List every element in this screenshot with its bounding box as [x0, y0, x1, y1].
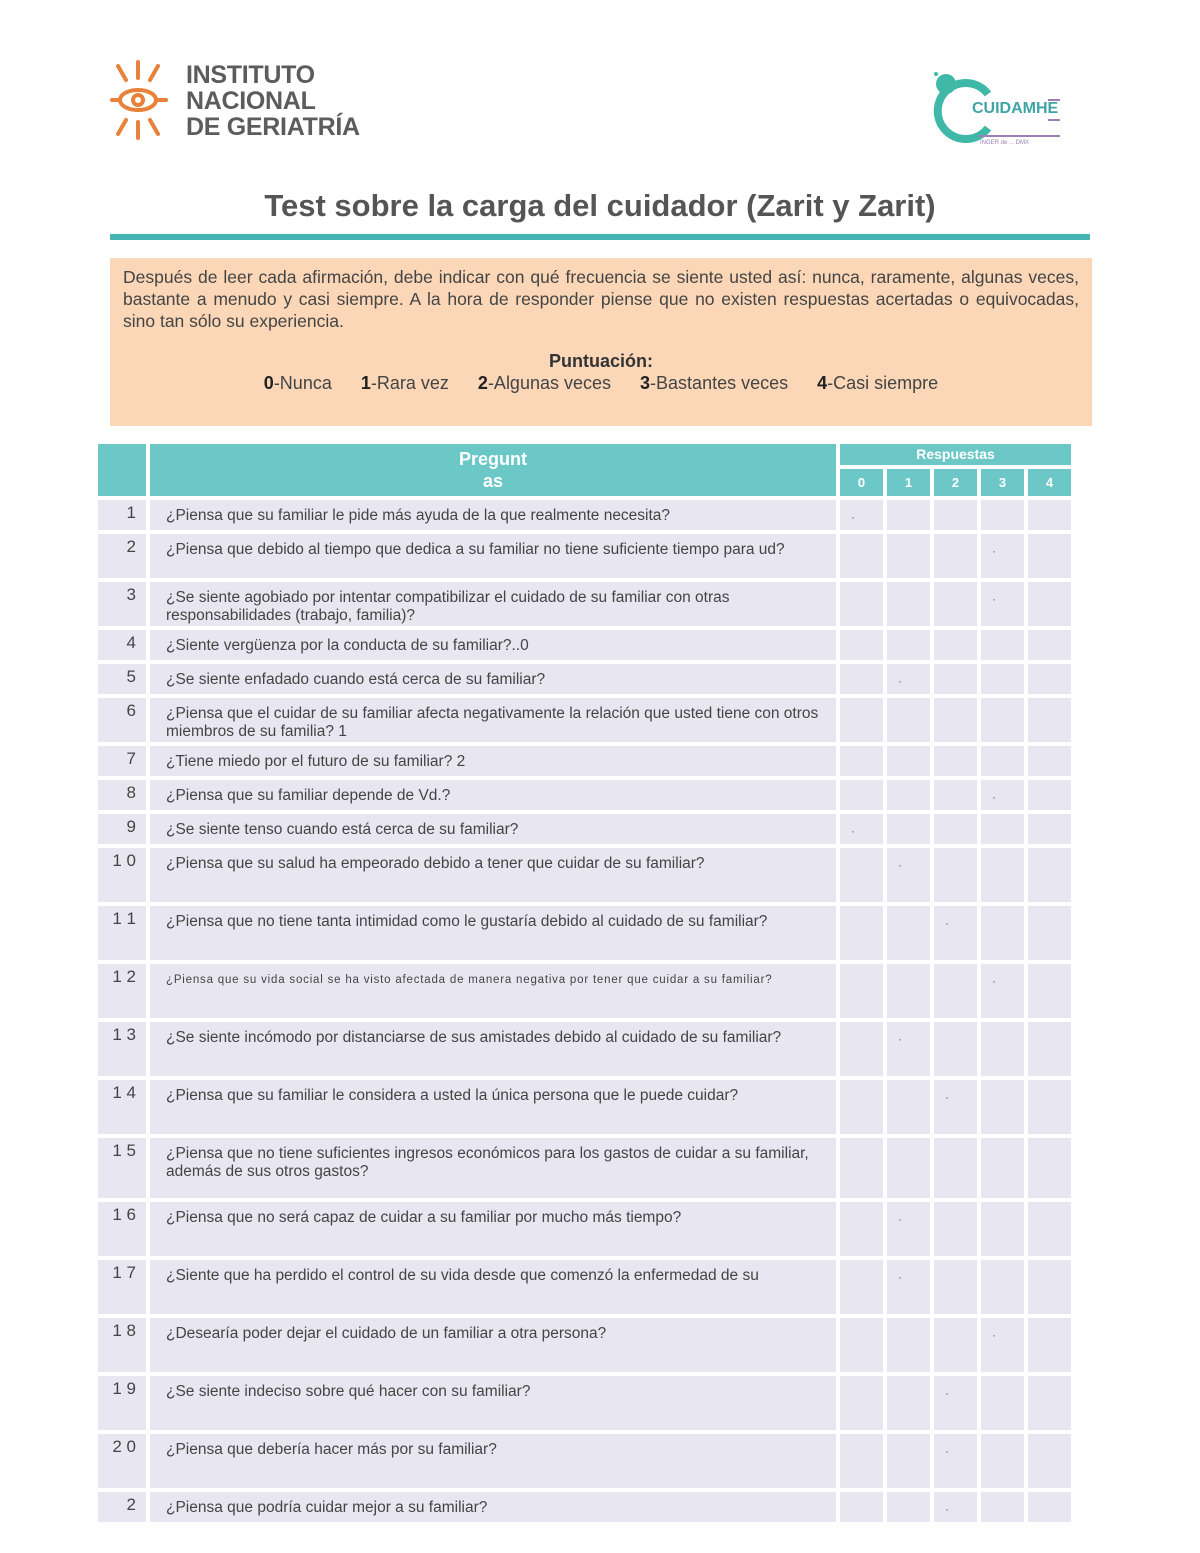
scale-item: 3-Bastantes veces: [640, 373, 789, 393]
answer-cell-1[interactable]: [887, 630, 930, 660]
answer-cell-3[interactable]: [981, 630, 1024, 660]
answer-cell-0[interactable]: [840, 1022, 883, 1076]
answer-cell-2[interactable]: [934, 1080, 977, 1134]
table-row: [98, 964, 1071, 1018]
response-column-header: 3: [981, 469, 1024, 496]
answer-cell-4[interactable]: [1028, 848, 1071, 902]
scale-item: 0-Nunca: [263, 373, 332, 393]
answer-mark: ·: [898, 1032, 902, 1046]
instructions-box: [110, 258, 1092, 426]
question-number: 4: [98, 630, 146, 660]
answer-cell-3[interactable]: [981, 582, 1024, 626]
table-row: [98, 1022, 1071, 1076]
answer-cell-1[interactable]: [887, 664, 930, 694]
answer-cell-0[interactable]: [840, 1318, 883, 1372]
answer-cell-2[interactable]: [934, 814, 977, 844]
answer-cell-4[interactable]: [1028, 1434, 1071, 1488]
answer-cell-3[interactable]: [981, 746, 1024, 776]
answer-cell-2[interactable]: [934, 848, 977, 902]
answer-cell-0[interactable]: [840, 630, 883, 660]
answer-mark: ·: [898, 1212, 902, 1226]
answer-cell-4[interactable]: [1028, 1202, 1071, 1256]
question-number: 6: [98, 698, 146, 742]
question-text: ¿Se siente indeciso sobre qué hacer con su familiar?: [150, 1376, 836, 1430]
answer-cell-1[interactable]: [887, 1202, 930, 1256]
answer-cell-3[interactable]: [981, 1260, 1024, 1314]
scale-item: 1-Rara vez: [360, 373, 449, 393]
table-row: [98, 664, 1071, 694]
answer-cell-4[interactable]: [1028, 534, 1071, 578]
answer-cell-2[interactable]: [934, 964, 977, 1018]
answer-cell-4[interactable]: [1028, 1260, 1071, 1314]
answer-cell-3[interactable]: [981, 1202, 1024, 1256]
response-column-header: 4: [1028, 469, 1071, 496]
questions-column-header: Pregunt as: [150, 444, 836, 496]
answer-cell-3[interactable]: [981, 780, 1024, 810]
question-text: ¿Piensa que no tiene suficientes ingresos económicos para los gastos de cuidar a su familiar, además de sus otros gastos?: [150, 1138, 836, 1198]
answer-cell-0[interactable]: [840, 1080, 883, 1134]
answer-cell-4[interactable]: [1028, 1022, 1071, 1076]
answer-cell-1[interactable]: [887, 1138, 930, 1198]
question-text: ¿Piensa que el cuidar de su familiar afecta negativamente la relación que usted tiene con otros miembros de su familia? 1: [150, 698, 836, 742]
answer-cell-2[interactable]: [934, 534, 977, 578]
answer-cell-4[interactable]: [1028, 1080, 1071, 1134]
table-row: [98, 1080, 1071, 1134]
table-row: [98, 630, 1071, 660]
scoring-scale: [110, 373, 1092, 394]
answer-cell-1[interactable]: [887, 500, 930, 530]
answer-cell-2[interactable]: [934, 1434, 977, 1488]
answer-cell-0[interactable]: [840, 534, 883, 578]
table-row: [98, 780, 1071, 810]
answer-cell-2[interactable]: [934, 500, 977, 530]
table-row: [98, 906, 1071, 960]
answer-cell-1[interactable]: [887, 582, 930, 626]
question-text: ¿Desearía poder dejar el cuidado de un familiar a otra persona?: [150, 1318, 836, 1372]
inger-emblem-icon: [110, 60, 180, 140]
answer-mark: ·: [945, 1444, 949, 1458]
answer-cell-3[interactable]: [981, 906, 1024, 960]
answer-cell-1[interactable]: [887, 1022, 930, 1076]
cuidamhe-logo: [928, 66, 1068, 156]
answer-cell-3[interactable]: [981, 964, 1024, 1018]
answer-cell-0[interactable]: [840, 1492, 883, 1522]
answer-cell-3[interactable]: [981, 814, 1024, 844]
answer-mark: ·: [992, 592, 996, 606]
scale-item: 2-Algunas veces: [477, 373, 612, 393]
answer-cell-4[interactable]: [1028, 906, 1071, 960]
answer-cell-1[interactable]: [887, 964, 930, 1018]
answer-cell-3[interactable]: [981, 1376, 1024, 1430]
response-column-header: 1: [887, 469, 930, 496]
answer-cell-2[interactable]: [934, 1318, 977, 1372]
question-number: 2: [98, 1492, 146, 1522]
answer-cell-2[interactable]: [934, 664, 977, 694]
question-number: 1 0: [98, 848, 146, 902]
answer-cell-3[interactable]: [981, 698, 1024, 742]
question-text: ¿Piensa que no tiene tanta intimidad como le gustaría debido al cuidado de su familiar?: [150, 906, 836, 960]
question-text: ¿Piensa que su salud ha empeorado debido a tener que cuidar de su familiar?: [150, 848, 836, 902]
answer-cell-3[interactable]: [981, 1434, 1024, 1488]
answer-cell-4[interactable]: [1028, 698, 1071, 742]
inger-logo-text: INSTITUTO NACIONAL DE GERIATRÍA: [186, 61, 360, 141]
answer-cell-4[interactable]: [1028, 500, 1071, 530]
table-row: [98, 1492, 1071, 1522]
table-row: [98, 1260, 1071, 1314]
table-row: [98, 582, 1071, 626]
answer-cell-0[interactable]: [840, 746, 883, 776]
answer-cell-0[interactable]: [840, 964, 883, 1018]
answer-cell-2[interactable]: [934, 780, 977, 810]
question-number: 1: [98, 500, 146, 530]
question-text: ¿Se siente enfadado cuando está cerca de su familiar?: [150, 664, 836, 694]
question-text: ¿Siente vergüenza por la conducta de su familiar?..0: [150, 630, 836, 660]
answer-mark: ·: [851, 824, 855, 838]
answer-cell-4[interactable]: [1028, 664, 1071, 694]
answer-cell-1[interactable]: [887, 1080, 930, 1134]
scale-item: 4-Casi siempre: [817, 373, 939, 393]
answer-cell-1[interactable]: [887, 780, 930, 810]
answer-cell-4[interactable]: [1028, 964, 1071, 1018]
answer-mark: ·: [945, 916, 949, 930]
answer-mark: ·: [992, 790, 996, 804]
answer-cell-0[interactable]: [840, 1434, 883, 1488]
answer-cell-3[interactable]: [981, 1022, 1024, 1076]
table-row: [98, 1434, 1071, 1488]
title-divider: [110, 234, 1090, 240]
answer-cell-0[interactable]: [840, 780, 883, 810]
table-row: [98, 848, 1071, 902]
answer-cell-1[interactable]: [887, 1318, 930, 1372]
answer-cell-0[interactable]: [840, 1202, 883, 1256]
answer-cell-1[interactable]: [887, 848, 930, 902]
answer-cell-3[interactable]: [981, 534, 1024, 578]
question-text: ¿Piensa que su familiar le considera a usted la única persona que le puede cuidar?: [150, 1080, 836, 1134]
answer-cell-2[interactable]: [934, 1492, 977, 1522]
question-text: ¿Piensa que su vida social se ha visto afectada de manera negativa por tener que cuidar a su familiar?: [150, 964, 836, 1018]
question-number: 2: [98, 534, 146, 578]
response-column-header: 2: [934, 469, 977, 496]
question-number: 1 9: [98, 1376, 146, 1430]
table-row: [98, 500, 1071, 530]
table-row: [98, 1318, 1071, 1372]
question-number: 1 5: [98, 1138, 146, 1198]
answer-mark: ·: [898, 1270, 902, 1284]
answer-mark: ·: [992, 974, 996, 988]
question-number: 3: [98, 582, 146, 626]
answer-cell-1[interactable]: [887, 814, 930, 844]
cuidamhe-logo-text: CUIDAMHE: [972, 100, 1059, 117]
question-text: ¿Piensa que no será capaz de cuidar a su familiar por mucho más tiempo?: [150, 1202, 836, 1256]
answer-cell-3[interactable]: [981, 848, 1024, 902]
answer-cell-2[interactable]: [934, 582, 977, 626]
question-number: 5: [98, 664, 146, 694]
inger-logo: [110, 60, 370, 142]
answer-cell-2[interactable]: [934, 1138, 977, 1198]
table-row: [98, 1202, 1071, 1256]
answer-cell-4[interactable]: [1028, 780, 1071, 810]
answer-mark: ·: [992, 1328, 996, 1342]
question-text: ¿Siente que ha perdido el control de su vida desde que comenzó la enfermedad de su: [150, 1260, 836, 1314]
answer-cell-3[interactable]: [981, 1080, 1024, 1134]
answer-cell-4[interactable]: [1028, 1318, 1071, 1372]
response-column-header: 0: [840, 469, 883, 496]
table-row: [98, 746, 1071, 776]
question-number: 9: [98, 814, 146, 844]
question-text: ¿Piensa que su familiar depende de Vd.?: [150, 780, 836, 810]
answer-cell-1[interactable]: [887, 698, 930, 742]
question-number: 1 1: [98, 906, 146, 960]
answer-mark: ·: [898, 858, 902, 872]
answer-cell-0[interactable]: [840, 848, 883, 902]
answer-cell-1[interactable]: [887, 746, 930, 776]
answer-cell-2[interactable]: [934, 630, 977, 660]
table-row: [98, 698, 1071, 742]
answer-cell-1[interactable]: [887, 1492, 930, 1522]
answer-cell-0[interactable]: [840, 1138, 883, 1198]
scoring-label: Puntuación:: [549, 351, 653, 371]
answer-mark: ·: [945, 1090, 949, 1104]
answer-cell-2[interactable]: [934, 1202, 977, 1256]
question-number: 1 3: [98, 1022, 146, 1076]
answer-cell-4[interactable]: [1028, 814, 1071, 844]
instructions-text: Después de leer cada afirmación, debe indicar con qué frecuencia se siente usted así: nunca, raramente, algunas veces, bastante a menudo y casi siempre. A la hora de responder piense que no existen respuestas acertadas o equivocadas, sino tan sólo su experiencia.: [123, 267, 1079, 331]
question-text: ¿Tiene miedo por el futuro de su familiar? 2: [150, 746, 836, 776]
question-text: ¿Se siente incómodo por distanciarse de sus amistades debido al cuidado de su familiar?: [150, 1022, 836, 1076]
questions-table: [94, 440, 1075, 1526]
answer-cell-3[interactable]: [981, 1138, 1024, 1198]
answer-mark: ·: [945, 1386, 949, 1400]
number-column-header: [98, 444, 146, 496]
question-number: 1 7: [98, 1260, 146, 1314]
answer-cell-0[interactable]: [840, 582, 883, 626]
table-row: [98, 814, 1071, 844]
answer-cell-0[interactable]: [840, 906, 883, 960]
answer-cell-0[interactable]: [840, 500, 883, 530]
answer-cell-1[interactable]: [887, 1260, 930, 1314]
answer-mark: ·: [992, 544, 996, 558]
answer-cell-1[interactable]: [887, 906, 930, 960]
answer-mark: ·: [898, 674, 902, 688]
answer-cell-0[interactable]: [840, 1376, 883, 1430]
table-row: [98, 1138, 1071, 1198]
question-number: 8: [98, 780, 146, 810]
question-text: ¿Piensa que su familiar le pide más ayuda de la que realmente necesita?: [150, 500, 836, 530]
answer-mark: ·: [851, 510, 855, 524]
question-number: 1 4: [98, 1080, 146, 1134]
answer-cell-4[interactable]: [1028, 630, 1071, 660]
answer-cell-4[interactable]: [1028, 582, 1071, 626]
page-title: Test sobre la carga del cuidador (Zarit y Zarit): [264, 188, 936, 223]
answer-cell-2[interactable]: [934, 1376, 977, 1430]
answer-cell-2[interactable]: [934, 1260, 977, 1314]
answer-cell-2[interactable]: [934, 906, 977, 960]
responses-header: Respuestas: [840, 444, 1071, 465]
answer-cell-0[interactable]: [840, 664, 883, 694]
answer-cell-2[interactable]: [934, 1022, 977, 1076]
answer-cell-0[interactable]: [840, 1260, 883, 1314]
answer-cell-2[interactable]: [934, 698, 977, 742]
question-number: 2 0: [98, 1434, 146, 1488]
question-number: 1 2: [98, 964, 146, 1018]
answer-mark: ·: [945, 1502, 949, 1516]
answer-cell-3[interactable]: [981, 664, 1024, 694]
table-row: [98, 1376, 1071, 1430]
answer-cell-3[interactable]: [981, 500, 1024, 530]
answer-cell-0[interactable]: [840, 814, 883, 844]
question-text: ¿Se siente tenso cuando está cerca de su familiar?: [150, 814, 836, 844]
answer-cell-0[interactable]: [840, 698, 883, 742]
answer-cell-3[interactable]: [981, 1318, 1024, 1372]
question-number: 1 6: [98, 1202, 146, 1256]
answer-cell-4[interactable]: [1028, 746, 1071, 776]
table-row: [98, 534, 1071, 578]
question-number: 1 8: [98, 1318, 146, 1372]
question-text: ¿Piensa que debido al tiempo que dedica a su familiar no tiene suficiente tiempo para ud?: [150, 534, 836, 578]
answer-cell-4[interactable]: [1028, 1376, 1071, 1430]
question-number: 7: [98, 746, 146, 776]
question-text: ¿Se siente agobiado por intentar compatibilizar el cuidado de su familiar con otras responsabilidades (trabajo, familia)?: [150, 582, 836, 626]
answer-cell-4[interactable]: [1028, 1492, 1071, 1522]
question-text: ¿Piensa que debería hacer más por su familiar?: [150, 1434, 836, 1488]
answer-cell-3[interactable]: [981, 1492, 1024, 1522]
cuidamhe-logo-subtext: INGER de ... DMX: [980, 140, 1030, 146]
answer-cell-1[interactable]: [887, 1434, 930, 1488]
question-text: ¿Piensa que podría cuidar mejor a su familiar?: [150, 1492, 836, 1522]
answer-cell-4[interactable]: [1028, 1138, 1071, 1198]
answer-cell-1[interactable]: [887, 1376, 930, 1430]
answer-cell-1[interactable]: [887, 534, 930, 578]
answer-cell-2[interactable]: [934, 746, 977, 776]
